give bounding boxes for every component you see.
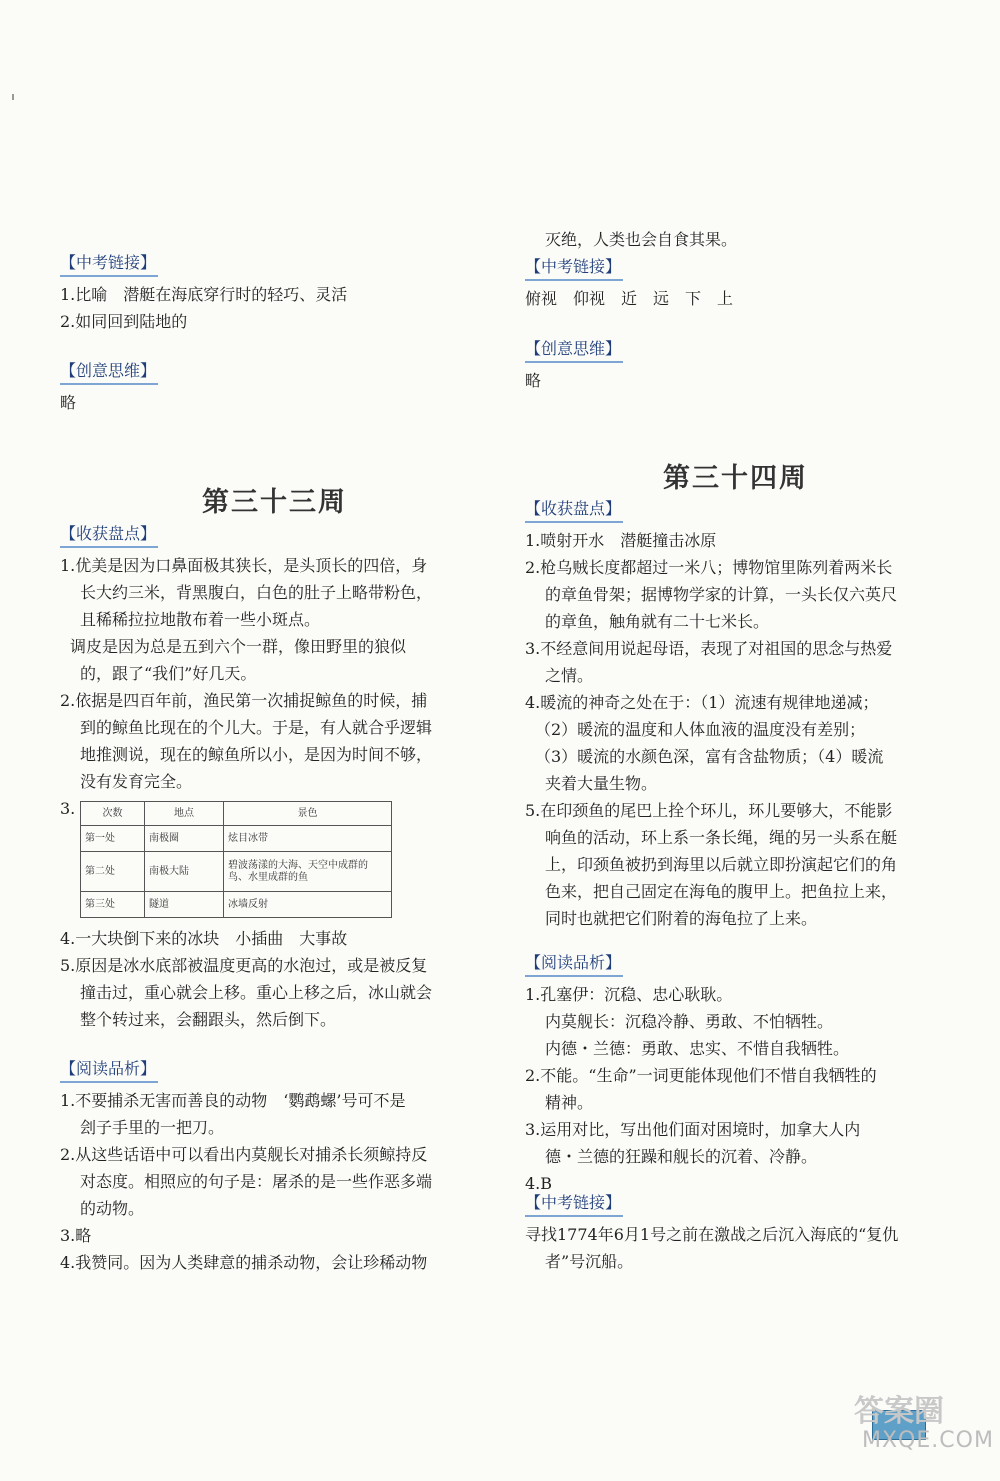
table-row [81, 892, 392, 918]
answer-line: 且稀稀拉拉地散布着一些小斑点。 [80, 610, 321, 629]
table-header-cell: 次数 [81, 802, 145, 826]
table-cell: 第三处 [81, 892, 145, 918]
answer-line: 3.略 [60, 1226, 92, 1245]
answer-line: 略 [60, 393, 77, 412]
answer-line: 上，印颈鱼被扔到海里以后就立即扮演起它们的角 [545, 855, 898, 874]
answer-line: （2）暖流的温度和人体血液的温度没有差别； [535, 720, 866, 739]
answer-line: 俯视 仰视 近 远 下 上 [525, 289, 734, 308]
answer-line: 1.孔塞伊：沉稳、忠心耿耿。 [525, 985, 733, 1004]
answer-line: （3）暖流的水颜色深，富有含盐物质；（4）暖流 [535, 747, 884, 766]
table-number: 3. [60, 799, 76, 818]
watermark-text-en: MXQE.COM [862, 1428, 994, 1453]
table-cell: 第二处 [81, 852, 145, 892]
scan-mark [12, 94, 14, 100]
answer-line: 略 [525, 371, 542, 390]
answer-line: 者”号沉船。 [545, 1252, 634, 1271]
answer-line: 1.不要捕杀无害而善良的动物 ‘鹦鹉螺’号可不是 [60, 1091, 406, 1110]
right-zhongkao2-section [525, 1192, 945, 1275]
answer-line: 调皮是因为总是五到六个一群，像田野里的狼似 [70, 637, 407, 656]
answer-line: 的章鱼骨架；据博物学家的计算，一头长仅六英尺 [545, 585, 898, 604]
table-header-cell: 地点 [145, 802, 224, 826]
answer-line: 2.从这些话语中可以看出内莫舰长对捕杀长须鲸持反 [60, 1145, 428, 1164]
answer-line: 内莫舰长：沉稳冷静、勇敢、不怕牺牲。 [545, 1012, 834, 1031]
section-header: 【中考链接】 [525, 1192, 623, 1217]
section-header: 【创意思维】 [60, 360, 158, 385]
table-cell: 冰墙反射 [224, 892, 392, 918]
watermark-text-cn: 答案圈 [854, 1394, 944, 1429]
table-cell: 南极圈 [145, 826, 224, 852]
table-header-cell: 景色 [224, 802, 392, 826]
answer-line: 1.比喻 潜艇在海底穿行时的轻巧、灵活 [60, 285, 348, 304]
table-header-row [81, 802, 392, 826]
answer-line: 长大约三米，背黑腹白，白色的肚子上略带粉色， [80, 583, 433, 602]
answer-line: 对态度。相照应的句子是：屠杀的是一些作恶多端 [80, 1172, 433, 1191]
answer-line: 精神。 [545, 1093, 594, 1112]
right-chuangyi-section [525, 338, 945, 394]
answer-line: 刽子手里的一把刀。 [80, 1118, 225, 1137]
section-header: 【中考链接】 [525, 256, 623, 281]
answer-line: 没有发育完全。 [80, 772, 193, 791]
section-header: 【阅读品析】 [60, 1058, 158, 1083]
answer-line: 3.运用对比，写出他们面对困境时，加拿大人内 [525, 1120, 861, 1139]
answer-line: 的章鱼，触角就有二十七米长。 [545, 612, 770, 631]
answer-line: 整个转过来，会翻跟头，然后倒下。 [80, 1010, 337, 1029]
left-chuangyi-section [60, 360, 480, 416]
answer-line: 内德・兰德：勇敢、忠实、不惜自我牺牲。 [545, 1039, 850, 1058]
table-cell: 炫目冰带 [224, 826, 392, 852]
answer-line: 1.优美是因为口鼻面极其狭长，是头顶长的四倍，身 [60, 556, 428, 575]
answer-line: 灭绝，人类也会自食其果。 [545, 230, 738, 249]
answer-line: 之情。 [545, 666, 594, 685]
answer-line: 2.不能。“生命”一词更能体现他们不惜自我牺牲的 [525, 1066, 877, 1085]
answer-line: 4.一大块倒下来的冰块 小插曲 大事故 [60, 929, 348, 948]
answer-line: 5.在印颈鱼的尾巴上拴个环儿，环儿要够大，不能影 [525, 801, 893, 820]
answer-line: 3.不经意间用说起母语，表现了对祖国的思念与热爱 [525, 639, 893, 658]
answer-line: 的，跟了“我们”好几天。 [80, 664, 257, 683]
table-row [81, 826, 392, 852]
table-cell: 南极大陆 [145, 852, 224, 892]
answer-line: 1.喷射开水 潜艇撞击冰原 [525, 531, 717, 550]
answer-line: 响鱼的活动，环上系一条长绳，绳的另一头系在艇 [545, 828, 898, 847]
answer-line: 德・兰德的狂躁和舰长的沉着、冷静。 [545, 1147, 818, 1166]
answer-line: 2.依据是四百年前，渔民第一次捕捉鲸鱼的时候，捕 [60, 691, 428, 710]
section-header: 【中考链接】 [60, 252, 158, 277]
week-title: 第三十三周 [202, 487, 347, 518]
section-header: 【创意思维】 [525, 338, 623, 363]
answer-line: 4.暖流的神奇之处在于：（1）流速有规律地递减； [525, 693, 879, 712]
watermark-logo [852, 1384, 994, 1462]
right-yuedu-section [525, 952, 945, 1197]
table-cell: 第一处 [81, 826, 145, 852]
right-shouhuo-section [525, 498, 945, 932]
answer-line: 到的鲸鱼比现在的个儿大。于是，有人就合乎逻辑 [80, 718, 433, 737]
answer-line: 地推测说，现在的鲸鱼所以小，是因为时间不够， [80, 745, 433, 764]
left-zhongkao-section [60, 252, 480, 335]
left-shouhuo-section [60, 523, 480, 1033]
table-cell: 碧波荡漾的大海、天空中成群的鸟、水里成群的鱼 [224, 852, 392, 892]
answer-line: 2.如同回到陆地的 [60, 312, 188, 331]
section-header: 【收获盘点】 [525, 498, 623, 523]
week-title: 第三十四周 [663, 463, 808, 494]
answer-line: 色来，把自己固定在海龟的腹甲上。把鱼拉上来， [545, 882, 898, 901]
left-yuedu-section [60, 1058, 480, 1276]
answer-table-block [60, 801, 480, 923]
table-row [81, 852, 392, 892]
answer-line: 5.原因是冰水底部被温度更高的水泡过，或是被反复 [60, 956, 428, 975]
answer-line: 撞击过，重心就会上移。重心上移之后，冰山就会 [80, 983, 433, 1002]
answer-line: 4.B [525, 1174, 553, 1193]
right-zhongkao-section [525, 256, 945, 312]
section-header: 【收获盘点】 [60, 523, 158, 548]
table-cell: 隧道 [145, 892, 224, 918]
answer-line: 同时也就把它们附着的海龟拉了上来。 [545, 909, 818, 928]
section-header: 【阅读品析】 [525, 952, 623, 977]
answer-line: 寻找1774年6月1号之前在激战之后沉入海底的“复仇 [525, 1225, 899, 1244]
answer-line: 夹着大量生物。 [545, 774, 658, 793]
answer-line: 的动物。 [80, 1199, 145, 1218]
answer-table [80, 801, 392, 918]
answer-line: 2.枪乌贼长度都超过一米八；博物馆里陈列着两米长 [525, 558, 893, 577]
answer-line: 4.我赞同。因为人类肆意的捕杀动物，会让珍稀动物 [60, 1253, 428, 1272]
